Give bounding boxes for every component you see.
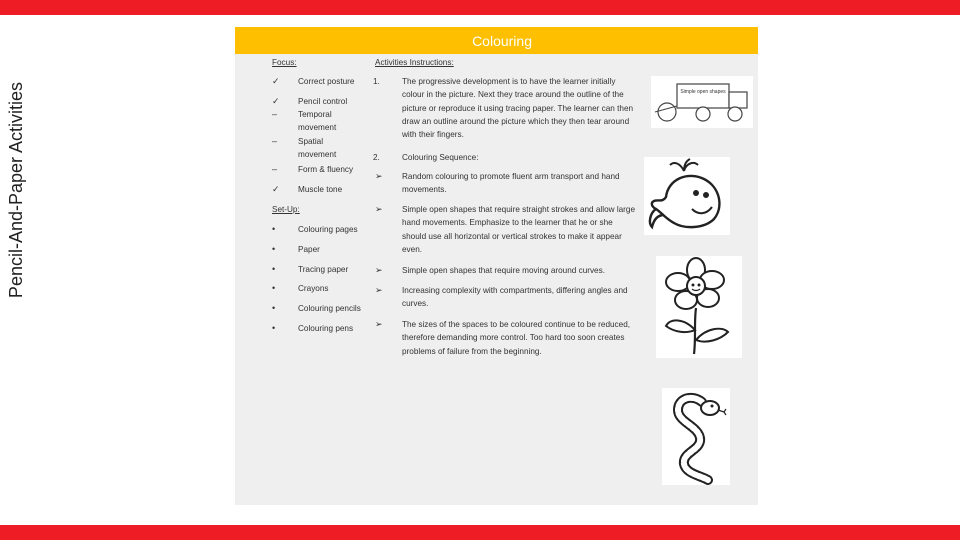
- sequence-item: Random colouring to promote fluent arm transport and hand movements.: [402, 172, 620, 195]
- bullet-icon: •: [272, 283, 276, 293]
- flower-picture: [656, 256, 742, 358]
- arrow-bullet-icon: ➢: [375, 265, 383, 275]
- dash-icon: –: [272, 164, 278, 174]
- setup-item: Tracing paper: [298, 265, 349, 274]
- setup-item: Colouring pencils: [298, 304, 361, 313]
- check-icon: ✓: [272, 184, 280, 194]
- focus-item: Pencil control: [298, 97, 348, 106]
- side-title: Pencil-And-Paper Activities: [6, 81, 26, 299]
- item-number: 1.: [373, 77, 380, 86]
- check-icon: ✓: [272, 96, 280, 106]
- setup-item: Colouring pages: [298, 225, 358, 234]
- truck-label: Simple open shapes: [680, 89, 726, 95]
- bullet-icon: •: [272, 224, 276, 234]
- top-red-bar: [0, 0, 960, 15]
- whale-picture: [644, 157, 730, 235]
- dash-icon: –: [272, 109, 278, 119]
- focus-item: Spatial movement: [298, 137, 337, 160]
- bullet-icon: •: [272, 264, 276, 274]
- sequence-item: Simple open shapes that require straight strokes and allow large hand movements. Emphasize to the learner that he or she should use all horizontal or vertical strokes to make it appear even.: [402, 205, 636, 254]
- check-icon: ✓: [272, 76, 280, 86]
- sequence-item: Increasing complexity with compartments, differing angles and curves.: [402, 286, 628, 309]
- arrow-bullet-icon: ➢: [375, 171, 383, 181]
- sequence-item: The sizes of the spaces to be coloured continue to be reduced, therefore demanding more control. Too hard too soon creates problems of failure from the beginning.: [402, 320, 631, 356]
- dash-icon: –: [272, 136, 278, 146]
- header-bar: [235, 27, 758, 54]
- focus-item: Muscle tone: [298, 185, 343, 194]
- setup-item: Colouring pens: [298, 324, 354, 333]
- arrow-bullet-icon: ➢: [375, 204, 383, 214]
- setup-heading: Set-Up:: [272, 205, 300, 214]
- bullet-icon: •: [272, 323, 276, 333]
- arrow-bullet-icon: ➢: [375, 285, 383, 295]
- instruction-text: The progressive development is to have the learner initially colour in the picture. Next they trace around the outline of the picture or reproduce it using tracing paper. The learner can then draw an outline around the picture which they then tear around with their fingers.: [402, 77, 634, 140]
- focus-item: Correct posture: [298, 77, 355, 86]
- snake-picture: [662, 388, 730, 485]
- focus-item: Form & fluency: [298, 165, 354, 174]
- item-number: 2.: [373, 153, 380, 162]
- instruction-text: Colouring Sequence:: [402, 153, 479, 162]
- focus-heading: Focus:: [272, 58, 297, 67]
- focus-item: Temporal movement: [298, 110, 337, 133]
- arrow-bullet-icon: ➢: [375, 319, 383, 329]
- setup-item: Crayons: [298, 284, 329, 293]
- header-title: Colouring: [472, 33, 532, 49]
- bottom-red-bar: [0, 525, 960, 540]
- sequence-item: Simple open shapes that require moving around curves.: [402, 266, 605, 275]
- setup-item: Paper: [298, 245, 320, 254]
- instructions-heading: Activities Instructions:: [375, 58, 454, 67]
- bullet-icon: •: [272, 244, 276, 254]
- truck-picture: [651, 76, 753, 128]
- bullet-icon: •: [272, 303, 276, 313]
